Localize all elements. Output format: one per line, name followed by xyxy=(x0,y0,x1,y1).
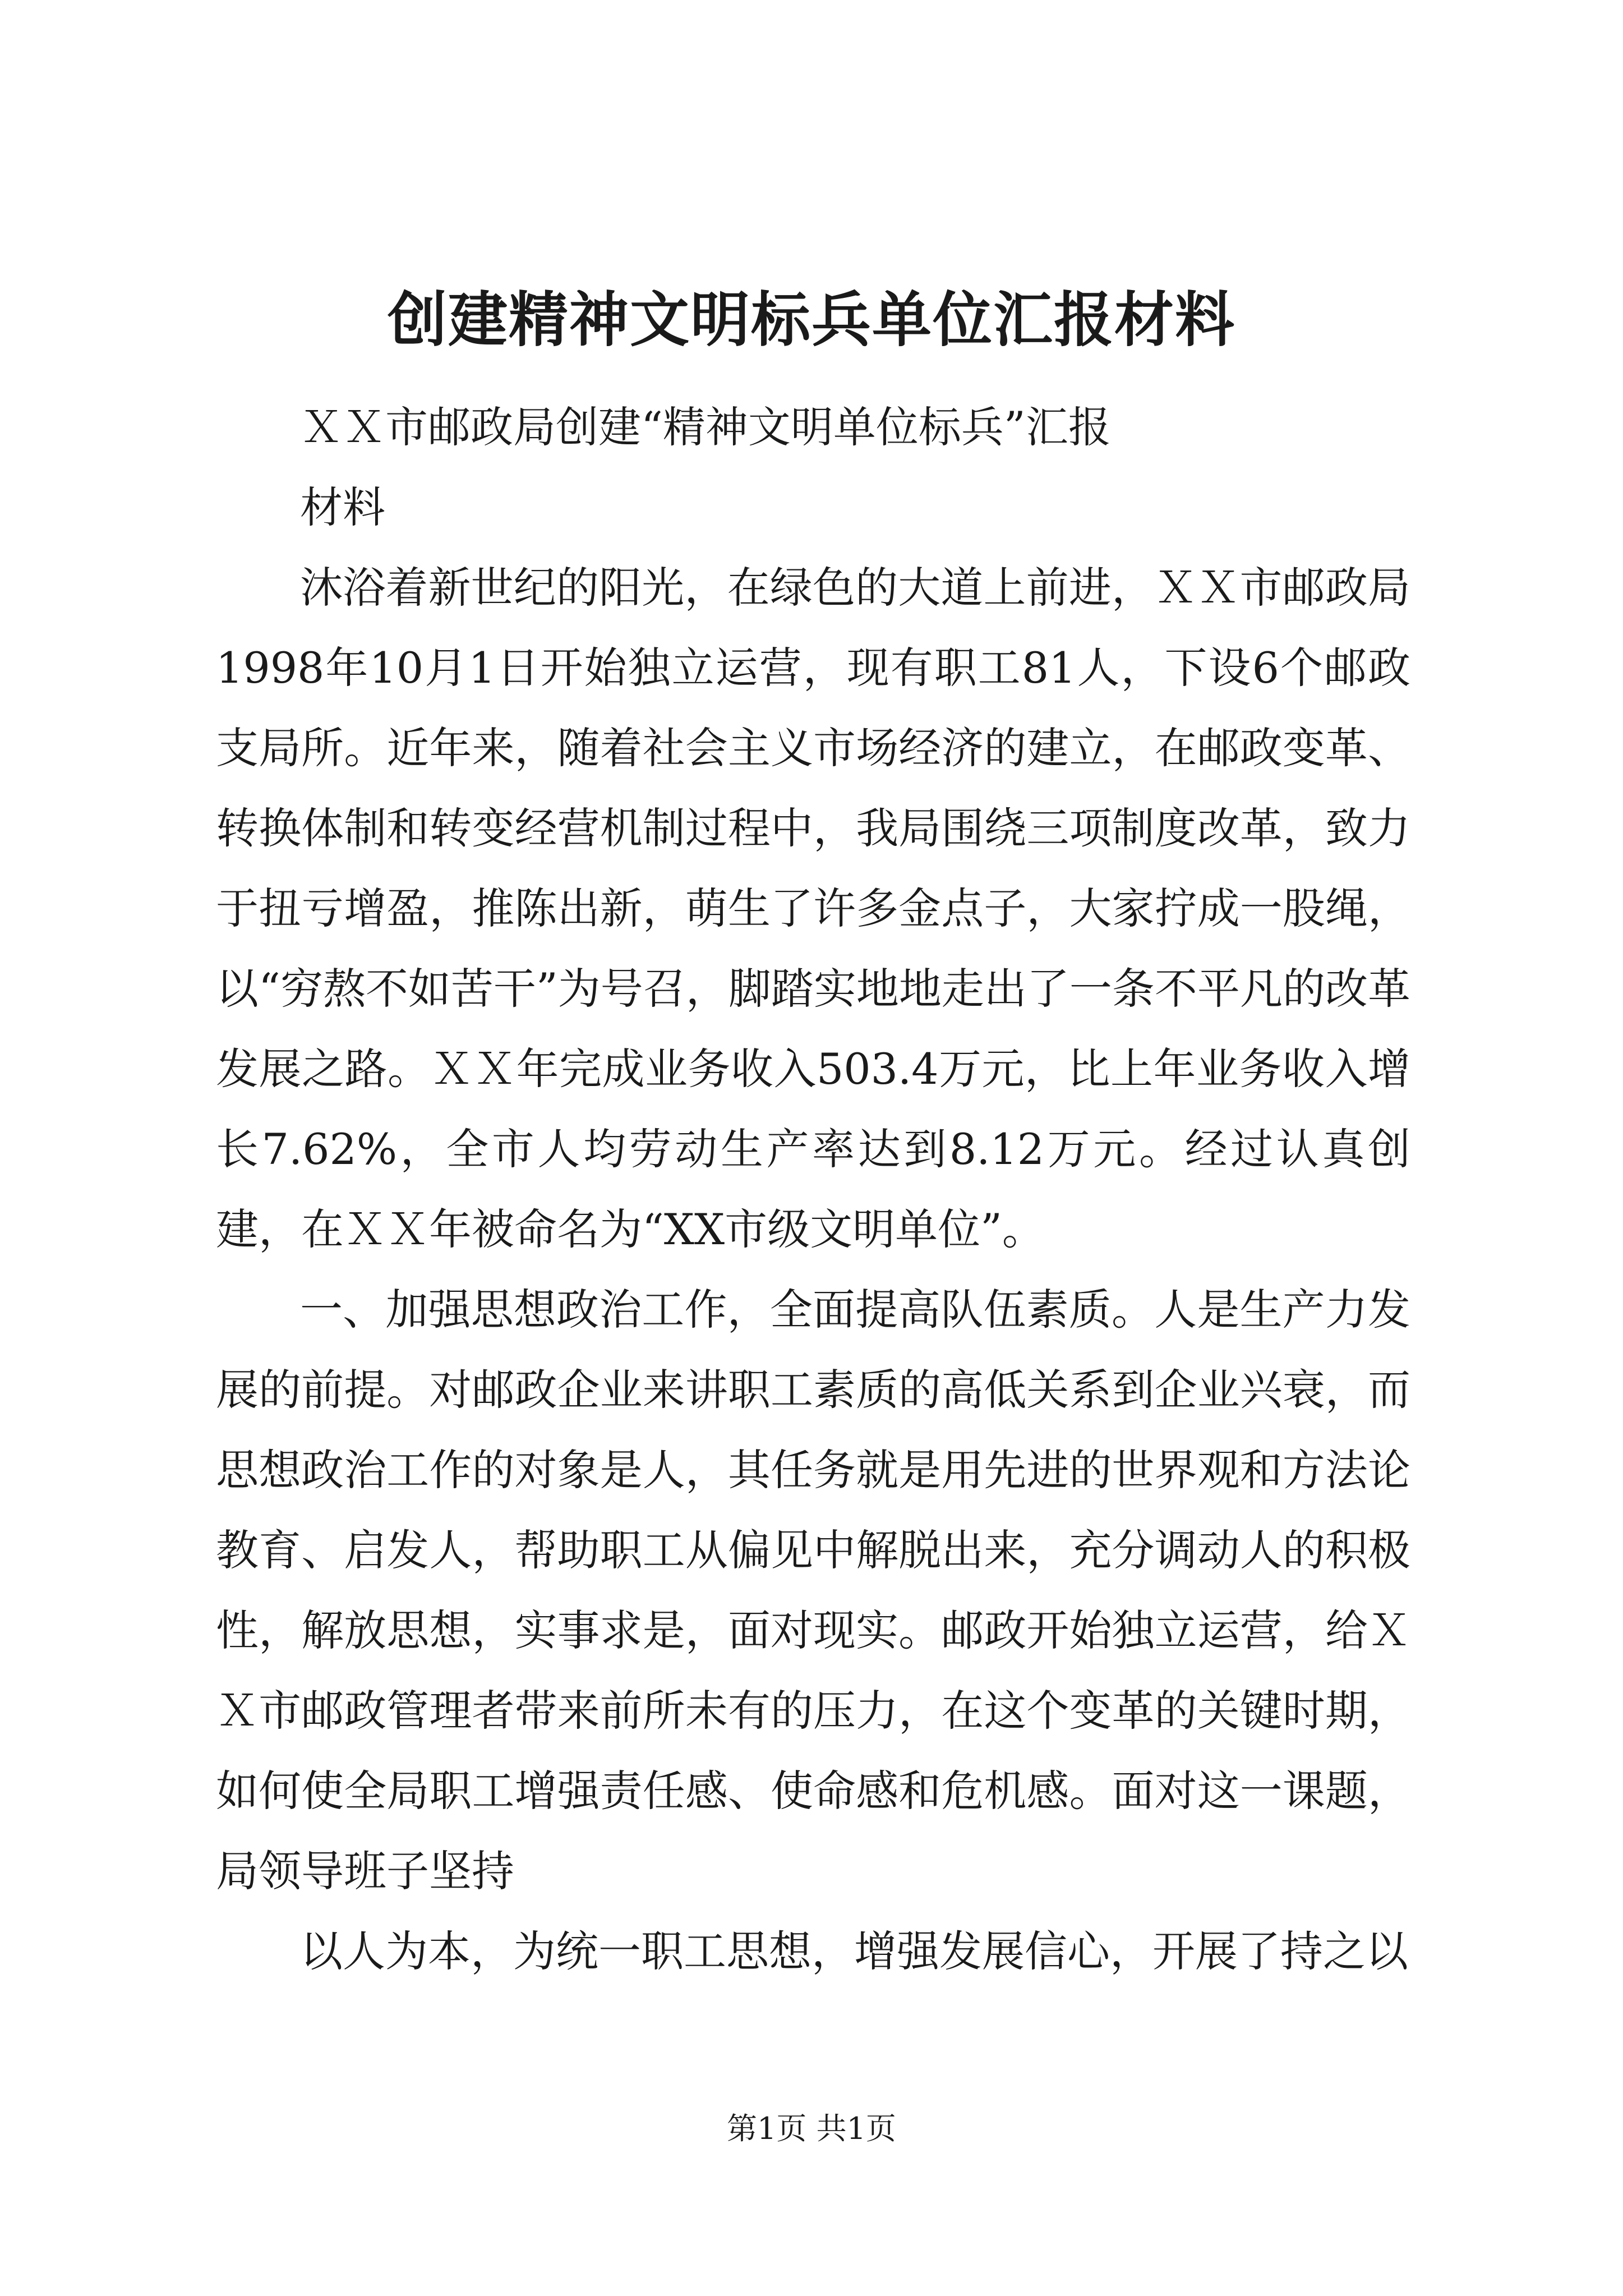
paragraph-1: 沐浴着新世纪的阳光，在绿色的大道上前进，ＸＸ市邮政局1998年10月1日开始独立运营，现有职工81人，下设6个邮政支局所。近年来，随着社会主义市场经济的建立，在邮政变革、转换体制和转变经营机制过程中，我局围绕三项制度改革，致力于扭亏增盈，推陈出新，萌生了许多金点子，大家拧成一股绳，以“穷熬不如苦干”为号召，脚踏实地地走出了一条不平凡的改革发展之路。ＸＸ年完成业务收入503.4万元，比上年业务收入增长7.62%，全市人均劳动生产率达到8.12万元。经过认真创建，在ＸＸ年被命名为“XX市级文明单位”。 xyxy=(216,563,1410,1254)
paragraph-2: 一、加强思想政治工作，全面提高队伍素质。人是生产力发展的前提。对邮政企业来讲职工素质的高低关系到企业兴衰，而思想政治工作的对象是人，其任务就是用先进的世界观和方法论教育、启发人，帮助职工从偏见中解脱出来，充分调动人的积极性，解放思想，实事求是，面对现实。邮政开始独立运营，给ＸＸ市邮政管理者带来前所未有的压力，在这个变革的关键时期，如何使全局职工增强责任感、使命感和危机感。面对这一课题，局领导班子坚持 xyxy=(216,1285,1410,1896)
document-body xyxy=(216,387,1410,1991)
subtitle-line-1: ＸＸ市邮政局创建“精神文明单位标兵”汇报 xyxy=(300,402,1111,452)
page-footer: 第1页 共1页 xyxy=(727,2111,896,2146)
subtitle-line-2: 材料 xyxy=(300,482,385,532)
document-title: 创建精神文明标兵单位汇报材料 xyxy=(388,284,1235,355)
paragraph-3: 以人为本，为统一职工思想，增强发展信心，开展了持之以 xyxy=(300,1926,1408,1976)
